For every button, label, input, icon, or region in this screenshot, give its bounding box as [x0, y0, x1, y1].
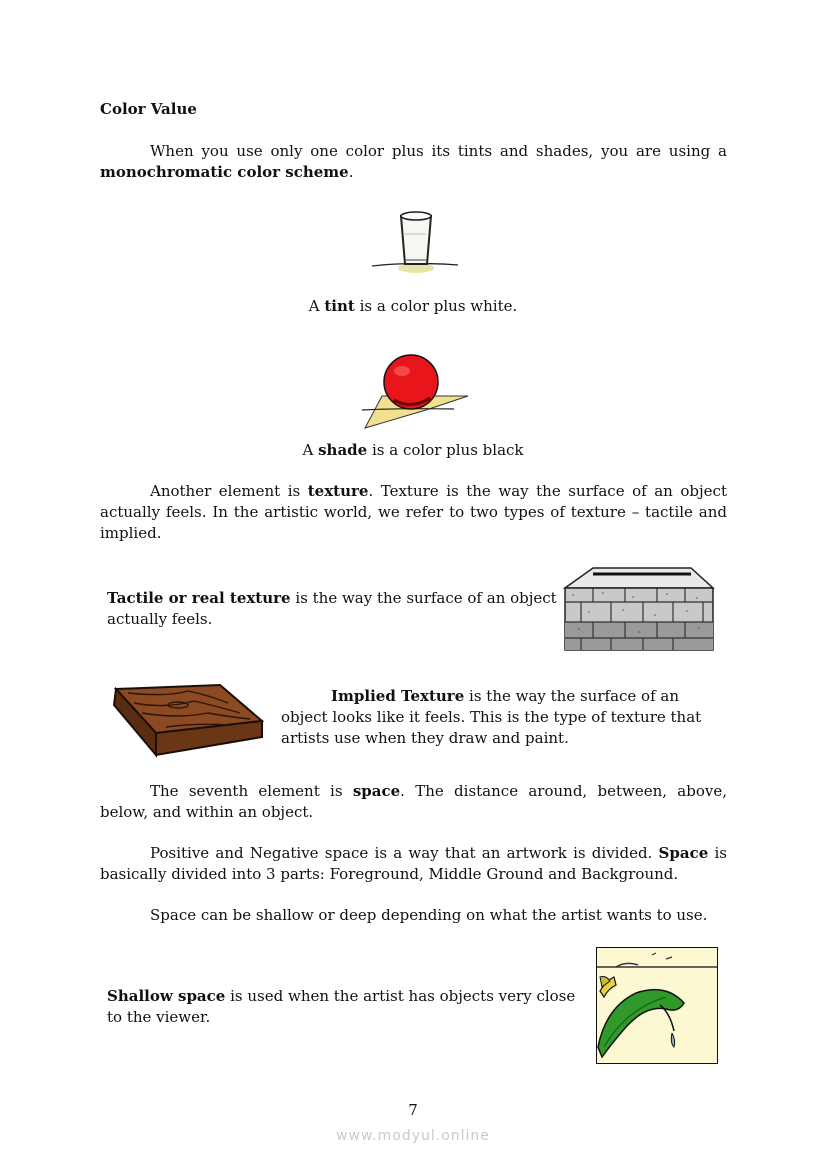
space-paragraph: The seventh element is space. The distance around, between, above, below, and within an object.: [100, 782, 727, 821]
glass-illustration: [368, 208, 460, 282]
page-number: 7: [408, 1101, 418, 1119]
shallow-deep-paragraph: Space can be shallow or deep depending on what the artist wants to use.: [150, 906, 708, 924]
section-heading: Color Value: [100, 100, 197, 118]
shade-caption: A shade is a color plus black: [302, 441, 524, 459]
watermark: www.modyul.online: [336, 1128, 490, 1144]
shallow-space-text: Shallow space is used when the artist has objects very close to the viewer.: [107, 987, 576, 1026]
ball-illustration: [362, 352, 470, 432]
texture-paragraph: Another element is texture. Texture is the way the surface of an object actually feels. In the artistic world, we refer to two types of texture – tactile and implied.: [100, 482, 727, 542]
brick-wall-illustration: [563, 562, 715, 652]
tactile-texture-text: Tactile or real texture is the way the surface of an object actually feels.: [107, 589, 557, 628]
wood-board-illustration: [108, 683, 266, 757]
positive-negative-paragraph: Positive and Negative space is a way that an artwork is divided. Space is basically divided into 3 parts: Foreground, Middle Ground and Background.: [100, 844, 727, 883]
intro-paragraph: When you use only one color plus its tints and shades, you are using a monochromatic color scheme.: [100, 142, 727, 181]
implied-texture-text: Implied Texture is the way the surface of an object looks like it feels. This is the type of texture that artists use when they draw and paint.: [281, 687, 702, 747]
leaf-illustration: [596, 947, 718, 1064]
tint-caption: A tint is a color plus white.: [308, 297, 518, 315]
